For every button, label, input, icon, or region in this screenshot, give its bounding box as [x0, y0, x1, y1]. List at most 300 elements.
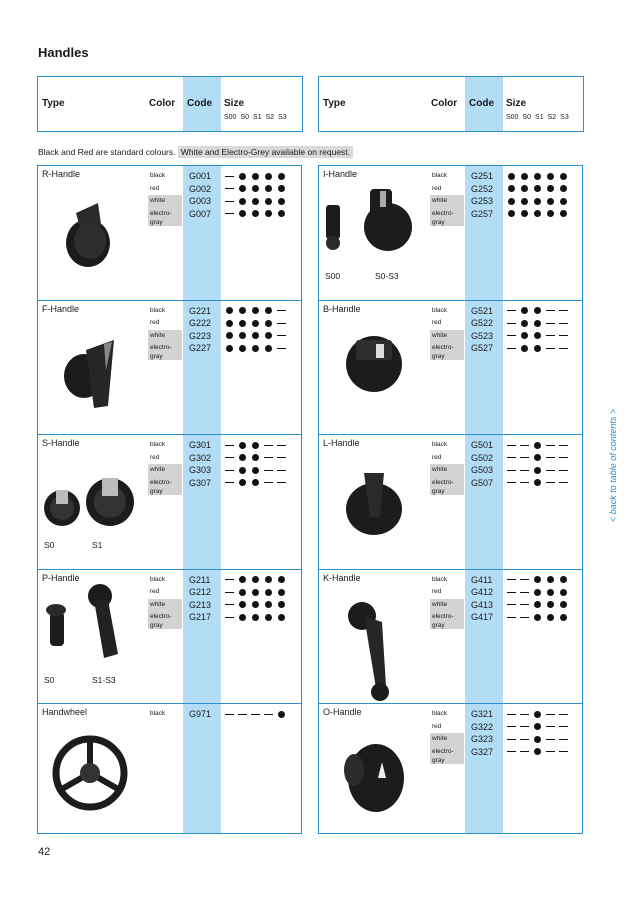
available-dot	[531, 587, 544, 597]
unavailable-dash	[505, 722, 518, 732]
available-dot	[236, 171, 249, 181]
product-code: G002	[189, 183, 212, 194]
color-label: white	[148, 599, 182, 612]
availability-row	[505, 586, 570, 599]
available-dot	[518, 184, 531, 194]
available-dot	[275, 587, 288, 597]
available-dot	[236, 612, 249, 622]
unavailable-dash	[223, 184, 236, 194]
unavailable-dash	[505, 453, 518, 463]
availability-row	[505, 439, 570, 452]
available-dot	[275, 600, 288, 610]
product-code: G302	[189, 452, 212, 463]
size-availability	[505, 439, 570, 489]
color-label: black	[150, 575, 166, 583]
product-code: G503	[471, 465, 494, 475]
unavailable-dash	[518, 600, 531, 610]
f-handle-image	[60, 330, 130, 410]
size-availability	[505, 305, 570, 355]
available-dot	[262, 306, 275, 316]
unavailable-dash	[505, 343, 518, 353]
unavailable-dash	[262, 465, 275, 475]
unavailable-dash	[223, 600, 236, 610]
color-label: red	[432, 722, 442, 730]
color-header: Color	[431, 98, 458, 109]
unavailable-dash	[505, 318, 518, 328]
availability-row	[505, 452, 570, 465]
color-list	[148, 439, 182, 495]
available-dot	[249, 196, 262, 206]
color-label: white	[430, 330, 464, 343]
available-dot	[557, 612, 570, 622]
product-code: G213	[189, 599, 212, 610]
available-dot	[275, 709, 288, 719]
code-list	[471, 305, 493, 355]
product-code: G523	[471, 330, 494, 341]
unavailable-dash	[544, 306, 557, 316]
available-dot	[223, 318, 236, 328]
unavailable-dash	[223, 196, 236, 206]
available-dot	[531, 184, 544, 194]
available-dot	[531, 709, 544, 719]
availability-row	[505, 599, 570, 612]
available-dot	[275, 575, 288, 585]
product-code: G411	[471, 574, 493, 585]
code-list	[189, 574, 211, 624]
available-dot	[518, 343, 531, 353]
product-code: G301	[189, 440, 212, 450]
code-list	[189, 170, 211, 220]
available-dot	[262, 343, 275, 353]
unavailable-dash	[275, 306, 288, 316]
size-header: Size	[224, 98, 245, 109]
available-dot	[262, 587, 275, 597]
availability-row	[505, 477, 570, 490]
r-handle-image	[58, 195, 118, 275]
k-handle-image	[342, 592, 402, 702]
availability-row	[505, 733, 570, 746]
color-label: red	[432, 453, 442, 461]
colour-note: Black and Red are standard colours. White and Electro-Grey available on request.	[38, 147, 353, 157]
unavailable-dash	[223, 709, 236, 719]
unavailable-dash	[544, 478, 557, 488]
available-dot	[557, 171, 570, 181]
unavailable-dash	[544, 465, 557, 475]
color-label: black	[432, 306, 448, 314]
available-dot	[236, 209, 249, 219]
unavailable-dash	[544, 318, 557, 328]
size-availability	[223, 439, 288, 489]
product-code: G212	[189, 587, 212, 597]
available-dot	[531, 171, 544, 181]
o-handle-image	[338, 730, 408, 820]
available-dot	[505, 184, 518, 194]
unavailable-dash	[518, 575, 531, 585]
unavailable-dash	[505, 478, 518, 488]
availability-row	[223, 708, 288, 721]
available-dot	[262, 209, 275, 219]
unavailable-dash	[505, 734, 518, 744]
available-dot	[505, 196, 518, 206]
available-dot	[249, 600, 262, 610]
size-availability	[223, 708, 288, 721]
unavailable-dash	[249, 709, 262, 719]
available-dot	[236, 331, 249, 341]
available-dot	[557, 209, 570, 219]
unavailable-dash	[275, 343, 288, 353]
b-handle-image	[340, 330, 410, 395]
available-dot	[249, 318, 262, 328]
unavailable-dash	[557, 747, 570, 757]
product-code: G223	[189, 330, 212, 341]
available-dot	[531, 343, 544, 353]
color-label: black	[150, 710, 166, 717]
available-dot	[249, 184, 262, 194]
available-dot	[544, 600, 557, 610]
available-dot	[557, 575, 570, 585]
type-header: Type	[42, 98, 65, 109]
unavailable-dash	[275, 465, 288, 475]
available-dot	[249, 331, 262, 341]
color-label: white	[430, 195, 464, 208]
handle-name: I-Handle	[323, 169, 358, 179]
size-availability	[505, 170, 570, 220]
available-dot	[531, 478, 544, 488]
color-label: black	[432, 710, 448, 717]
product-code: G257	[471, 208, 494, 219]
availability-row	[223, 611, 288, 624]
unavailable-dash	[223, 171, 236, 181]
size-availability	[223, 574, 288, 624]
unavailable-dash	[544, 747, 557, 757]
available-dot	[236, 306, 249, 316]
size-labels: S00 S0 S1 S2 S3	[506, 114, 569, 121]
availability-row	[505, 305, 570, 318]
product-code: G252	[471, 183, 494, 194]
available-dot	[518, 318, 531, 328]
unavailable-dash	[505, 465, 518, 475]
unavailable-dash	[505, 600, 518, 610]
unavailable-dash	[223, 440, 236, 450]
available-dot	[275, 209, 288, 219]
available-dot	[531, 747, 544, 757]
product-code: G307	[189, 477, 212, 488]
availability-row	[505, 342, 570, 355]
unavailable-dash	[223, 575, 236, 585]
color-list	[430, 708, 464, 764]
available-dot	[236, 465, 249, 475]
product-code: G507	[471, 477, 494, 488]
available-dot	[236, 196, 249, 206]
available-dot	[236, 478, 249, 488]
available-dot	[505, 171, 518, 181]
handle-name: L-Handle	[323, 438, 360, 448]
page-number: 42	[38, 846, 51, 858]
p-handle-image	[38, 582, 138, 667]
availability-row	[223, 305, 288, 318]
available-dot	[262, 171, 275, 181]
available-dot	[518, 209, 531, 219]
available-dot	[262, 318, 275, 328]
product-code: G253	[471, 196, 494, 206]
product-code: G321	[471, 709, 494, 719]
available-dot	[249, 587, 262, 597]
available-dot	[236, 343, 249, 353]
size-labels: S00 S0 S1 S2 S3	[224, 114, 287, 121]
available-dot	[262, 612, 275, 622]
available-dot	[531, 331, 544, 341]
color-label: electro-gray	[430, 611, 464, 629]
available-dot	[236, 600, 249, 610]
available-dot	[275, 612, 288, 622]
product-code: G501	[471, 440, 494, 450]
available-dot	[236, 440, 249, 450]
code-list	[471, 439, 493, 489]
available-dot	[531, 722, 544, 732]
unavailable-dash	[505, 709, 518, 719]
color-label: white	[430, 464, 464, 477]
size-variant-label: S0	[44, 540, 55, 550]
color-label: black	[432, 172, 448, 179]
product-code: G227	[189, 343, 212, 353]
code-list	[189, 439, 211, 489]
color-header: Color	[149, 98, 176, 109]
available-dot	[223, 331, 236, 341]
color-list	[430, 305, 464, 361]
product-code: G217	[189, 612, 212, 622]
handle-name: P-Handle	[42, 572, 80, 583]
color-label: red	[150, 588, 160, 595]
color-label: red	[150, 453, 160, 461]
available-dot	[223, 343, 236, 353]
available-dot	[531, 465, 544, 475]
available-dot	[505, 209, 518, 219]
available-dot	[544, 171, 557, 181]
color-label: black	[432, 575, 448, 583]
availability-row	[223, 317, 288, 330]
handle-name: F-Handle	[42, 303, 80, 314]
available-dot	[531, 209, 544, 219]
available-dot	[236, 587, 249, 597]
unavailable-dash	[518, 734, 531, 744]
unavailable-dash	[236, 709, 249, 719]
color-label: white	[148, 330, 182, 343]
availability-row	[505, 208, 570, 221]
available-dot	[557, 184, 570, 194]
color-label: red	[432, 319, 442, 326]
product-code: G003	[189, 196, 212, 206]
unavailable-dash	[223, 453, 236, 463]
available-dot	[249, 465, 262, 475]
available-dot	[531, 612, 544, 622]
availability-row	[223, 464, 288, 477]
product-code: G412	[471, 587, 494, 597]
available-dot	[236, 453, 249, 463]
code-list	[471, 708, 493, 758]
unavailable-dash	[557, 343, 570, 353]
unavailable-dash	[223, 612, 236, 622]
available-dot	[531, 440, 544, 450]
available-dot	[531, 734, 544, 744]
available-dot	[518, 331, 531, 341]
size-variant-label: S1-S3	[92, 674, 116, 685]
product-code: G527	[471, 343, 494, 353]
unavailable-dash	[518, 465, 531, 475]
available-dot	[518, 196, 531, 206]
color-label: red	[432, 184, 442, 192]
code-header: Code	[469, 98, 494, 109]
unavailable-dash	[262, 709, 275, 719]
unavailable-dash	[557, 453, 570, 463]
available-dot	[544, 184, 557, 194]
table-header-right	[318, 76, 584, 132]
unavailable-dash	[505, 587, 518, 597]
availability-row	[223, 330, 288, 343]
available-dot	[531, 453, 544, 463]
product-code: G303	[189, 465, 212, 475]
color-label: white	[148, 195, 182, 208]
color-label: black	[150, 441, 166, 448]
color-label: electro-gray	[148, 477, 182, 495]
code-list	[471, 170, 493, 220]
unavailable-dash	[557, 306, 570, 316]
color-label: electro-gray	[430, 208, 464, 226]
i-handle-image	[320, 185, 420, 270]
color-label: electro-gray	[430, 342, 464, 360]
available-dot	[518, 306, 531, 316]
availability-row	[223, 183, 288, 196]
handwheel-image	[50, 733, 130, 813]
unavailable-dash	[544, 440, 557, 450]
color-list	[148, 574, 182, 630]
availability-row	[223, 586, 288, 599]
code-list	[189, 708, 211, 721]
color-list	[430, 439, 464, 495]
page-title: Handles	[38, 45, 89, 60]
available-dot	[236, 184, 249, 194]
handle-name: K-Handle	[323, 572, 361, 583]
unavailable-dash	[275, 318, 288, 328]
back-to-contents-link[interactable]: < back to table of contents >	[608, 408, 618, 522]
available-dot	[249, 209, 262, 219]
handle-name: B-Handle	[323, 303, 361, 314]
available-dot	[531, 575, 544, 585]
available-dot	[249, 343, 262, 353]
unavailable-dash	[544, 734, 557, 744]
unavailable-dash	[275, 331, 288, 341]
available-dot	[249, 306, 262, 316]
available-dot	[531, 600, 544, 610]
available-dot	[544, 196, 557, 206]
size-variant-label: S0-S3	[375, 271, 399, 281]
unavailable-dash	[557, 465, 570, 475]
available-dot	[557, 196, 570, 206]
unavailable-dash	[518, 478, 531, 488]
color-list	[148, 170, 182, 226]
availability-row	[505, 746, 570, 759]
color-label: white	[148, 464, 182, 477]
product-code: G001	[189, 171, 212, 181]
size-availability	[505, 574, 570, 624]
color-label: black	[150, 306, 166, 314]
unavailable-dash	[505, 747, 518, 757]
color-list	[148, 708, 182, 721]
unavailable-dash	[505, 306, 518, 316]
size-availability	[223, 170, 288, 220]
product-code: G211	[189, 574, 211, 585]
unavailable-dash	[557, 722, 570, 732]
availability-row	[505, 708, 570, 721]
unavailable-dash	[505, 440, 518, 450]
handle-name: R-Handle	[42, 169, 81, 179]
availability-row	[505, 721, 570, 734]
availability-row	[223, 477, 288, 490]
l-handle-image	[340, 463, 410, 543]
color-label: electro-gray	[148, 611, 182, 629]
unavailable-dash	[262, 440, 275, 450]
handle-name: O-Handle	[323, 707, 362, 717]
available-dot	[249, 612, 262, 622]
available-dot	[249, 440, 262, 450]
available-dot	[544, 575, 557, 585]
size-availability	[223, 305, 288, 355]
availability-row	[223, 452, 288, 465]
available-dot	[275, 184, 288, 194]
available-dot	[544, 209, 557, 219]
available-dot	[249, 575, 262, 585]
color-label: black	[432, 441, 448, 448]
color-label: electro-gray	[430, 477, 464, 495]
table-header-left	[37, 76, 303, 132]
color-label: black	[150, 172, 166, 179]
available-dot	[223, 306, 236, 316]
available-dot	[262, 331, 275, 341]
unavailable-dash	[223, 478, 236, 488]
product-code: G417	[471, 612, 494, 622]
unavailable-dash	[275, 453, 288, 463]
availability-row	[223, 439, 288, 452]
availability-row	[505, 611, 570, 624]
available-dot	[236, 575, 249, 585]
availability-note: White and Electro-Grey available on request.	[178, 146, 353, 158]
color-label: red	[150, 184, 160, 192]
color-label: white	[430, 599, 464, 612]
product-code: G221	[189, 305, 212, 316]
availability-row	[505, 170, 570, 183]
unavailable-dash	[262, 478, 275, 488]
available-dot	[262, 575, 275, 585]
available-dot	[557, 600, 570, 610]
size-variant-label: S0	[44, 674, 55, 685]
available-dot	[531, 306, 544, 316]
product-code: G222	[189, 318, 212, 328]
availability-row	[505, 574, 570, 587]
available-dot	[518, 171, 531, 181]
unavailable-dash	[557, 440, 570, 450]
unavailable-dash	[544, 709, 557, 719]
available-dot	[262, 600, 275, 610]
size-variant-label: S1	[92, 540, 103, 550]
unavailable-dash	[223, 587, 236, 597]
code-header: Code	[187, 98, 212, 109]
product-code: G322	[471, 721, 494, 732]
available-dot	[544, 587, 557, 597]
code-list	[471, 574, 493, 624]
availability-row	[223, 195, 288, 208]
unavailable-dash	[505, 612, 518, 622]
unavailable-dash	[518, 453, 531, 463]
color-list	[430, 170, 464, 226]
